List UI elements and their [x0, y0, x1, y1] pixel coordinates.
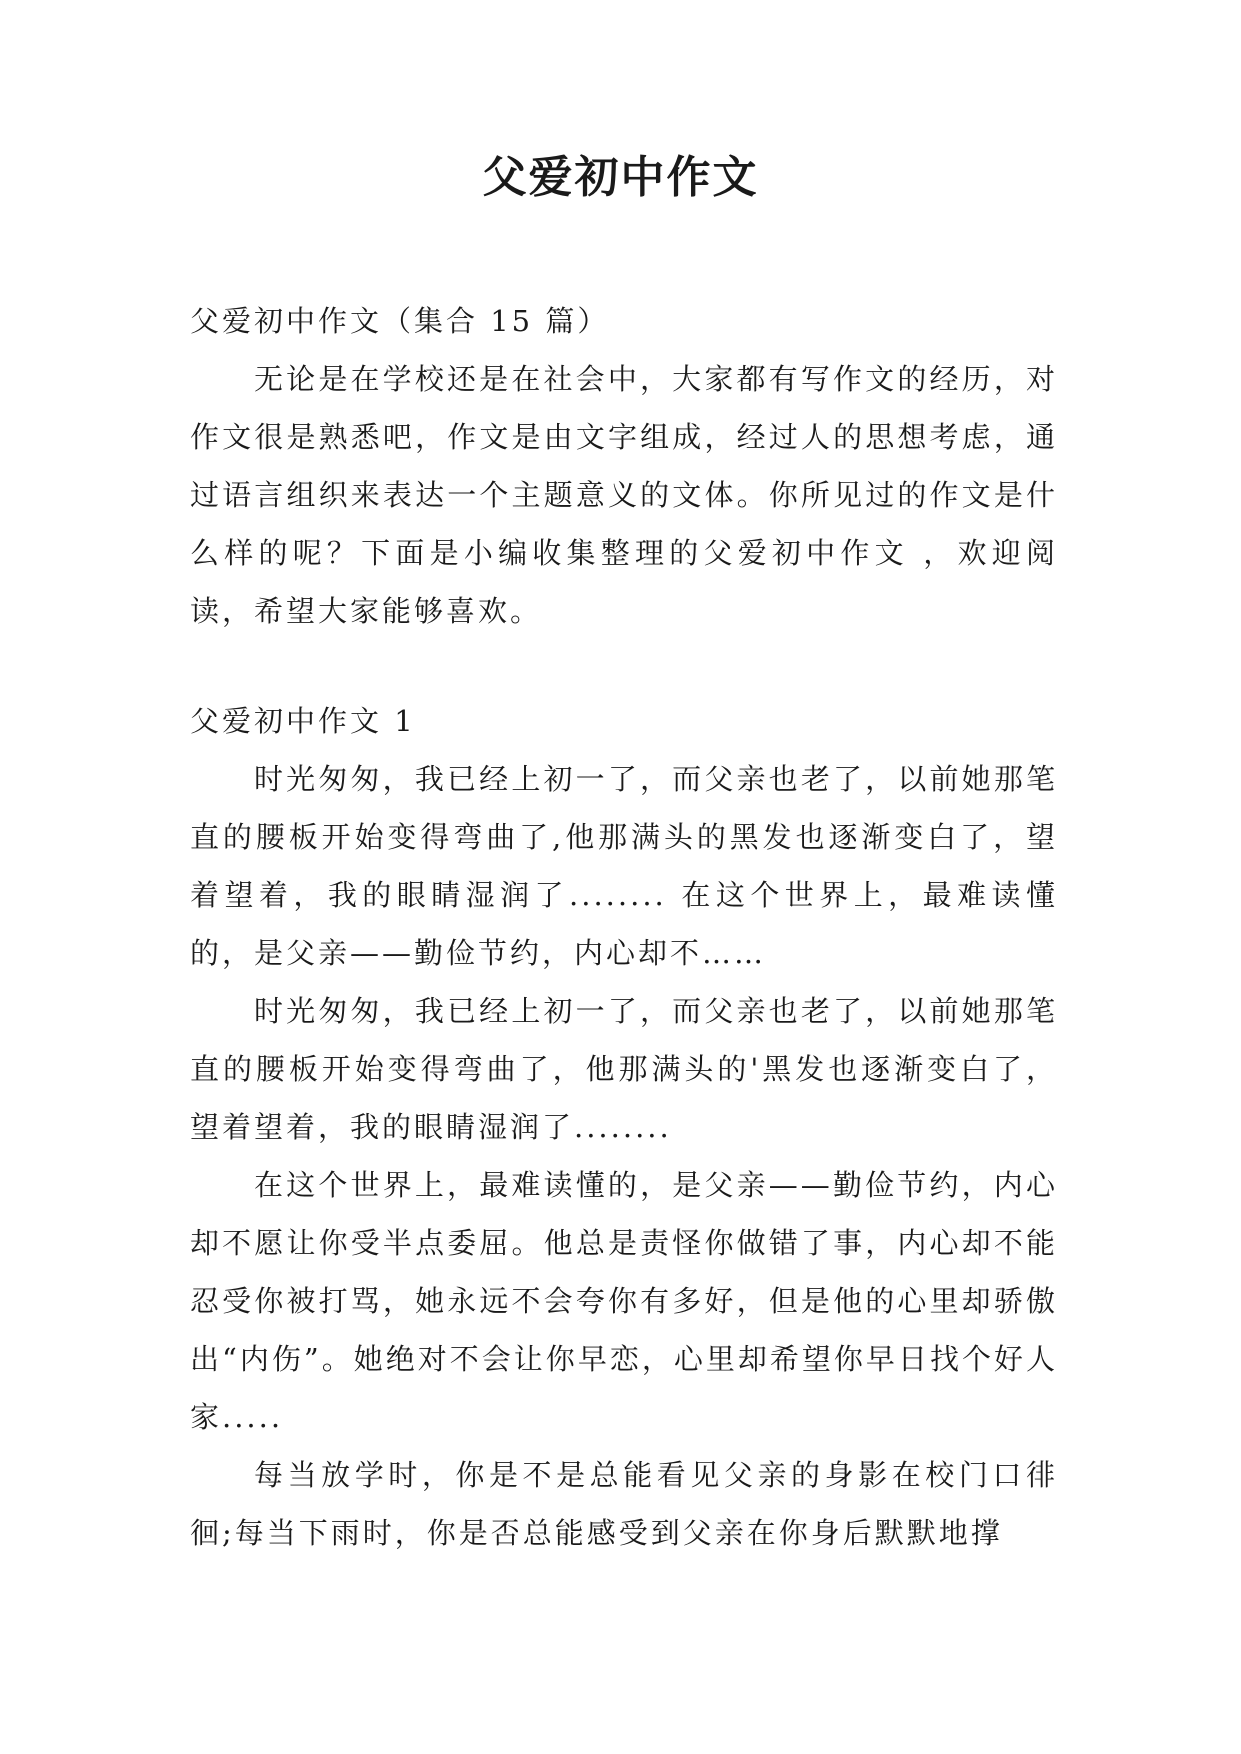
essay-paragraph: 时光匆匆，我已经上初一了，而父亲也老了，以前她那笔直的腰板开始变得弯曲了，他那满头的'黑发也逐渐变白了，望着望着，我的眼睛湿润了........: [190, 994, 1058, 1144]
intro-paragraph: 无论是在学校还是在社会中，大家都有写作文的经历，对作文很是熟悉吧，作文是由文字组成，经过人的思想考虑，通过语言组织来表达一个主题意义的文体。你所见过的作文是什么样的呢？下面是小编收集整理的父爱初中作文 ，欢迎阅读，希望大家能够喜欢。: [190, 362, 1058, 628]
essay-paragraph: 每当放学时，你是不是总能看见父亲的身影在校门口徘徊;每当下雨时，你是否总能感受到父亲在你身后默默地撑: [190, 1458, 1058, 1550]
section-spacer: [190, 640, 1058, 692]
essay-paragraph: 在这个世界上，最难读懂的，是父亲——勤俭节约，内心却不愿让你受半点委屈。他总是责怪你做错了事，内心却不能忍受你被打骂，她永远不会夸你有多好，但是他的心里却骄傲出“内伤”。她绝对不会让你早恋，心里却希望你早日找个好人家.....: [190, 1168, 1058, 1434]
document-body: [190, 292, 1058, 1562]
essay-paragraph: 时光匆匆，我已经上初一了，而父亲也老了，以前她那笔直的腰板开始变得弯曲了,他那满头的黑发也逐渐变白了，望着望着，我的眼睛湿润了........ 在这个世界上，最难读懂的，是父亲——勤俭节约，内心却不……: [190, 762, 1058, 970]
section-heading: 父爱初中作文 1: [190, 704, 416, 738]
document-title: 父爱初中作文: [482, 152, 759, 203]
document-subtitle: 父爱初中作文（集合 15 篇）: [190, 304, 610, 338]
